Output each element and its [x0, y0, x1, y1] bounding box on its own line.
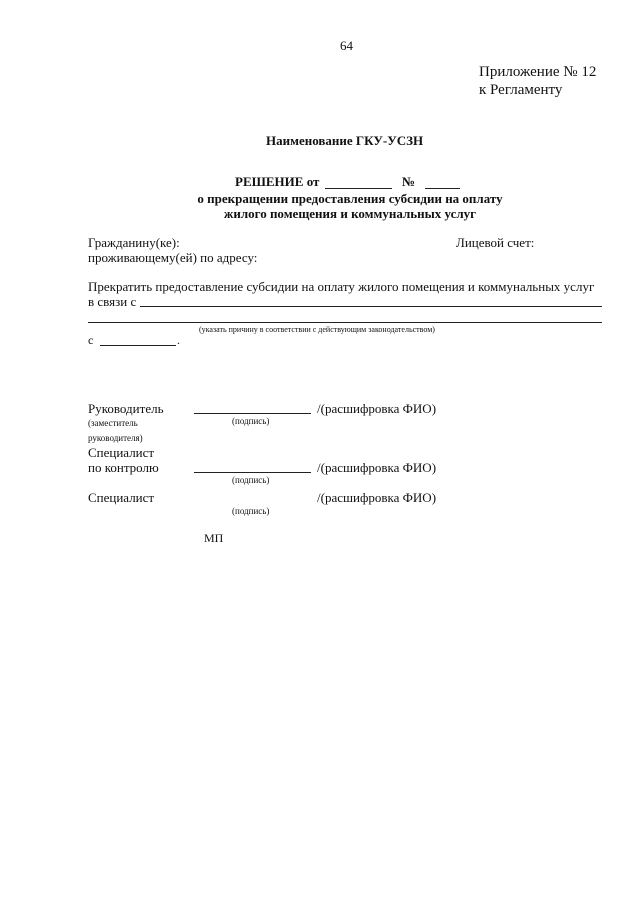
reason-line-2 — [88, 322, 602, 323]
decision-subtitle-line-1: о прекращении предоставления субсидии на оплату — [197, 191, 503, 206]
specialist-label: Специалист — [88, 490, 155, 505]
address-label: проживающему(ей) по адресу: — [88, 250, 258, 265]
head-signature-line — [194, 413, 311, 414]
since-suffix: . — [177, 333, 180, 347]
control-fio-hint: /(расшифровка ФИО) — [317, 460, 437, 475]
reason-hint: (указать причину в соответствии с действующим законодательством) — [199, 325, 435, 334]
control-signature-hint: (подпись) — [232, 475, 270, 485]
specialist-signature-hint: (подпись) — [232, 506, 270, 516]
appendix-line-1: Приложение № 12 — [479, 64, 597, 80]
decision-date-line — [325, 188, 392, 189]
since-date-line — [100, 345, 176, 346]
decision-subtitle-line-2: жилого помещения и коммунальных услуг — [223, 206, 477, 221]
citizen-label: Гражданину(ке): — [88, 235, 180, 250]
head-sub-1: (заместитель — [88, 418, 138, 428]
body-line-1: Прекратить предоставление субсидии на оплату жилого помещения и коммунальных услуг — [88, 279, 595, 294]
page-number: 64 — [340, 38, 353, 53]
specialist-fio-hint: /(расшифровка ФИО) — [317, 490, 437, 505]
decision-title: РЕШЕНИЕ от — [235, 174, 320, 189]
control-label-2: по контролю — [88, 460, 159, 475]
reason-line-1 — [140, 306, 602, 307]
body-line-2: в связи с — [88, 294, 137, 309]
head-label: Руководитель — [88, 401, 164, 416]
stamp-label: МП — [204, 531, 224, 545]
org-name: Наименование ГКУ-УСЗН — [266, 133, 424, 148]
control-signature-line — [194, 472, 311, 473]
since-prefix: с — [88, 333, 94, 347]
account-label: Лицевой счет: — [456, 235, 535, 250]
head-fio-hint: /(расшифровка ФИО) — [317, 401, 437, 416]
control-label-1: Специалист — [88, 445, 155, 460]
head-signature-hint: (подпись) — [232, 416, 270, 426]
appendix-line-2: к Регламенту — [479, 82, 563, 98]
decision-number-sign: № — [402, 174, 416, 189]
decision-number-line — [425, 188, 460, 189]
head-sub-2: руководителя) — [88, 433, 143, 443]
